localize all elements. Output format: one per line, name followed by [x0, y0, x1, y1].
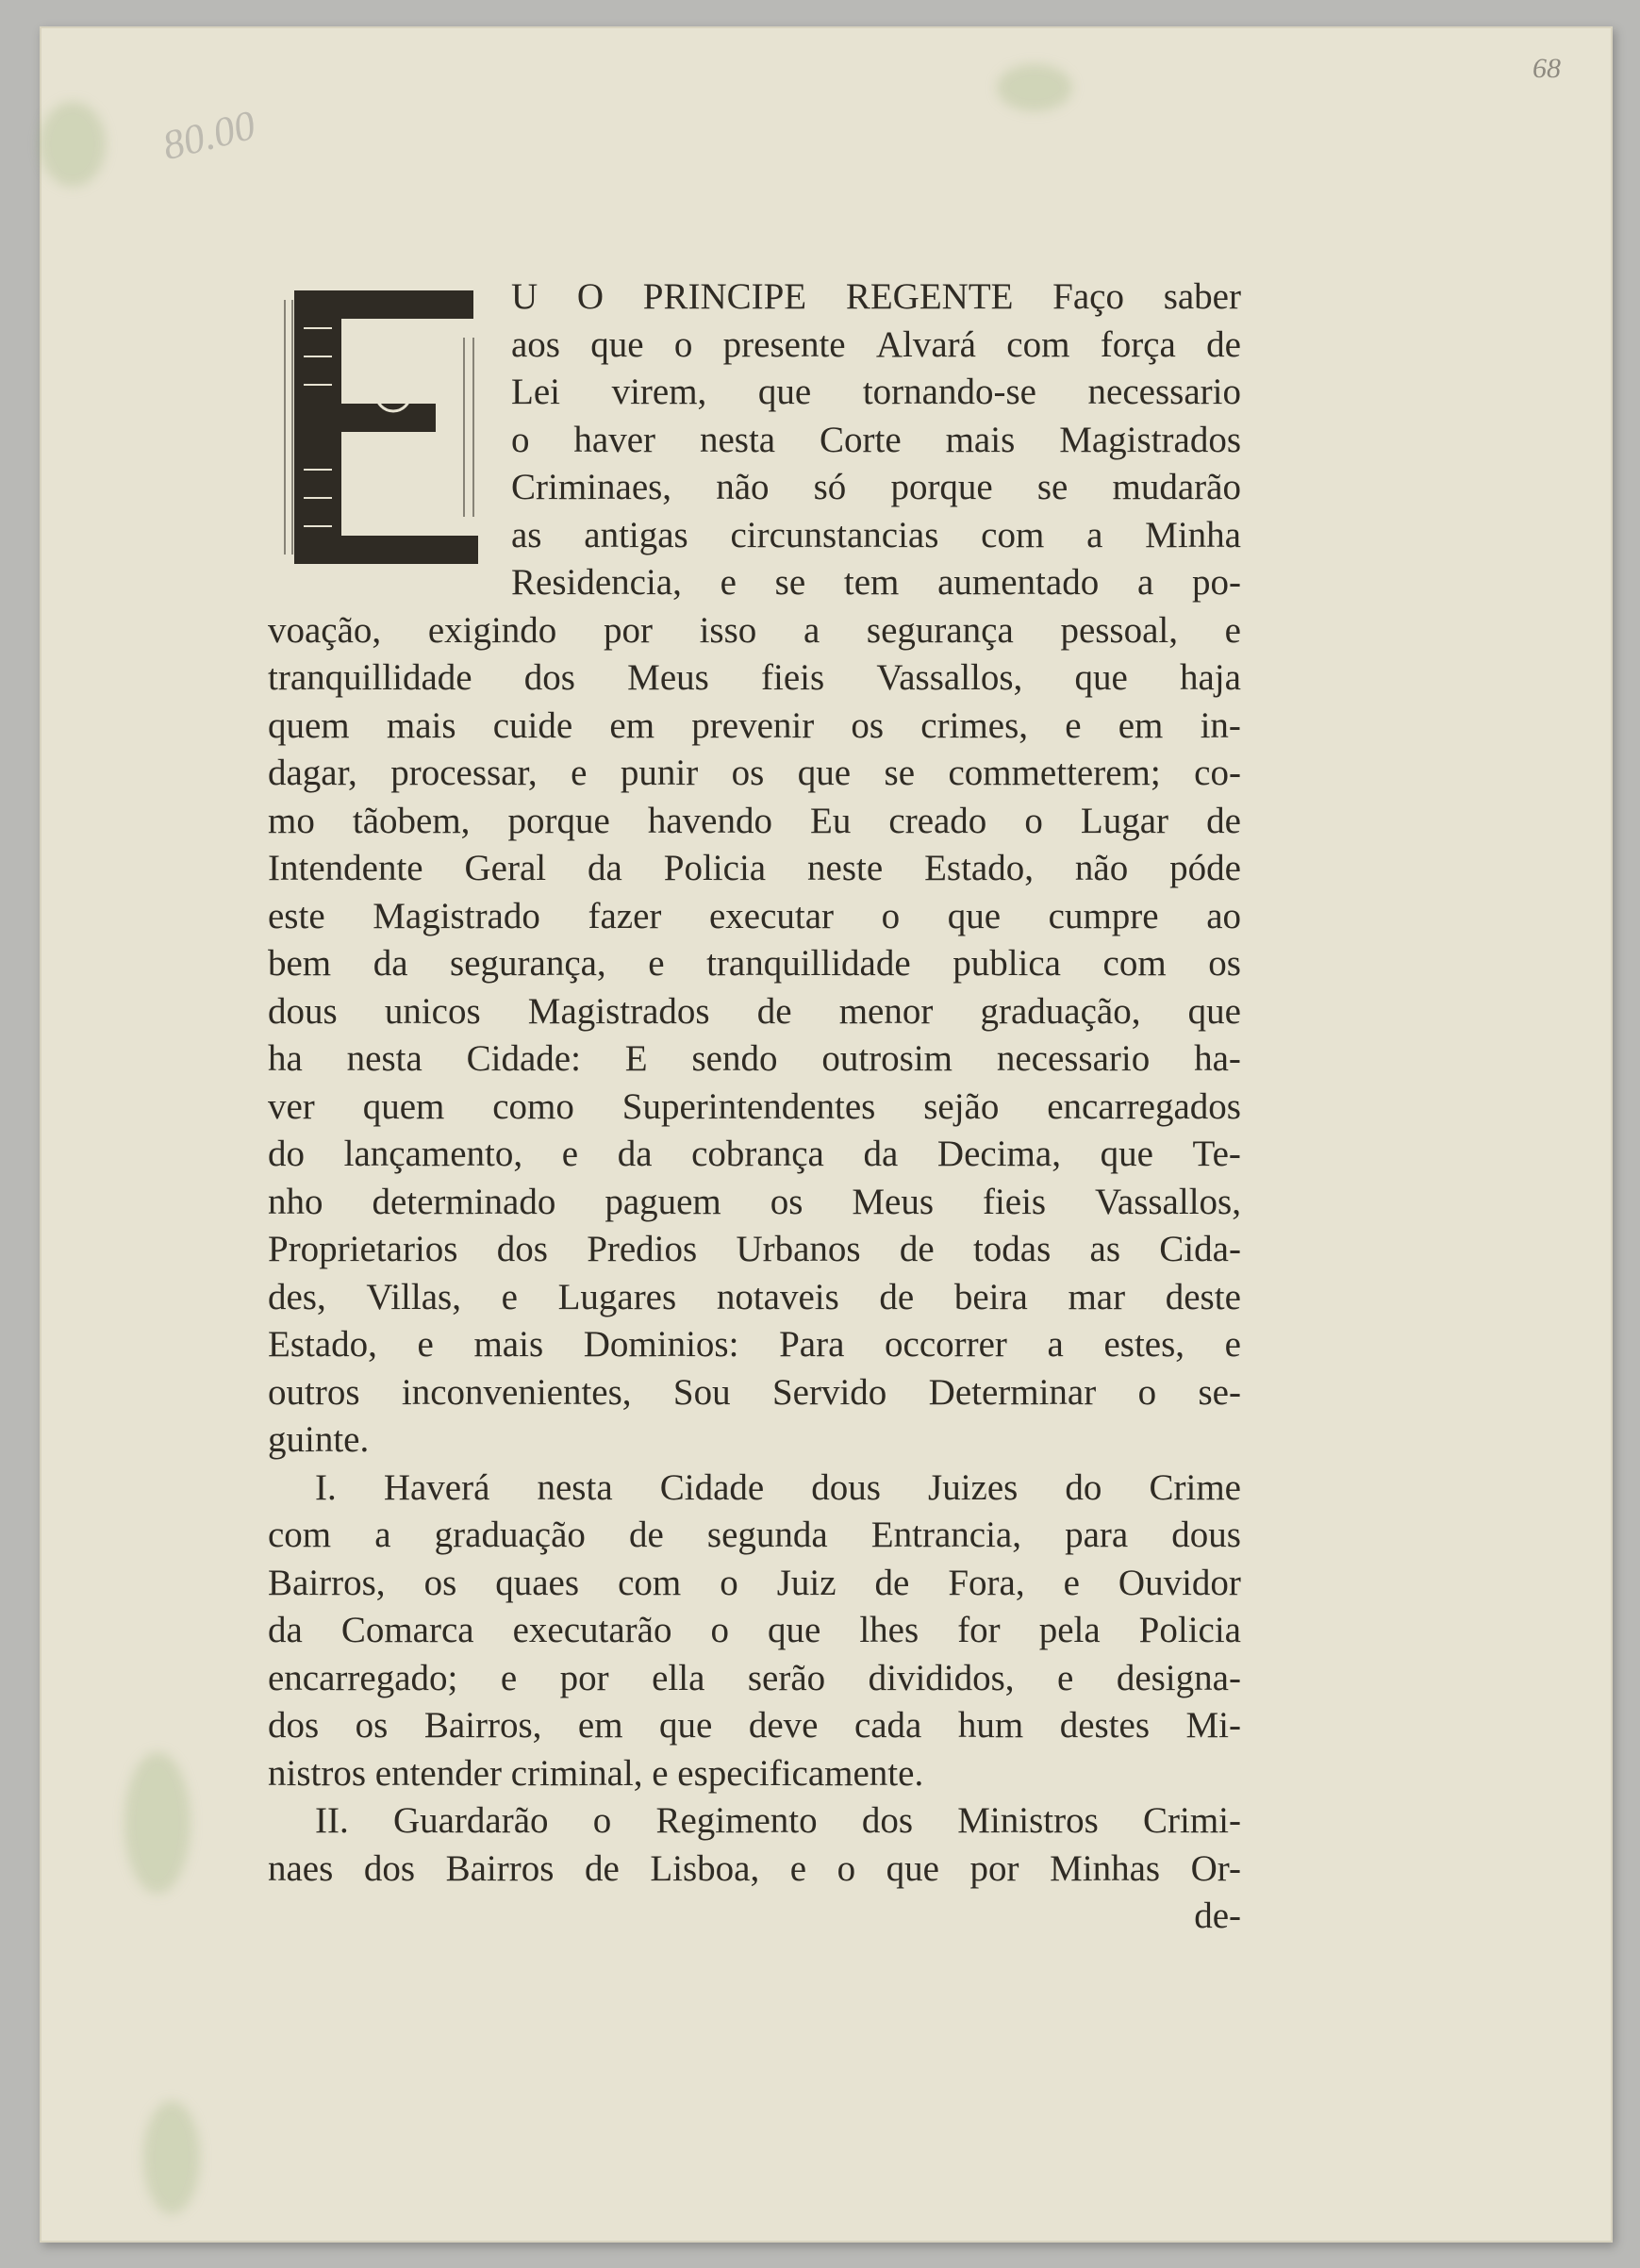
text-line: com a graduação de segunda Entrancia, para dous — [268, 1515, 1241, 1555]
text-line: dos os Bairros, em que deve cada hum destes Mi- — [268, 1705, 1241, 1746]
foxing-stain — [143, 2101, 200, 2214]
text-line: quem mais cuide em prevenir os crimes, e em in- — [268, 704, 1241, 746]
text-line: da Comarca executarão o que lhes for pela Policia — [268, 1610, 1241, 1650]
text-line: bem da segurança, e tranquillidade publica com os — [268, 943, 1241, 984]
text-line: este Magistrado fazer executar o que cumpre ao — [268, 895, 1241, 936]
text-line: U O PRINCIPE REGENTE Faço saber — [511, 276, 1241, 317]
text-line: o haver nesta Corte mais Magistrados — [511, 419, 1241, 460]
text-line: voação, exigindo por isso a segurança pessoal, e — [268, 609, 1241, 651]
text-line: naes dos Bairros de Lisboa, e o que por Minhas Or- — [268, 1847, 1241, 1889]
text-line: nistros entender criminal, e especificamente. — [268, 1752, 924, 1794]
text-line: encarregado; e por ella serão divididos, e designa- — [268, 1657, 1241, 1698]
text-line: dous unicos Magistrados de menor graduação, que — [268, 990, 1241, 1032]
text-line: ha nesta Cidade: E sendo outrosim necessario ha- — [268, 1038, 1241, 1079]
alvara-text — [268, 273, 1241, 1941]
pencil-price-note: 80.00 — [157, 101, 260, 170]
text-line: des, Villas, e Lugares notaveis de beira mar deste — [268, 1276, 1241, 1317]
text-line: Lei virem, que tornando-se necessario — [511, 372, 1241, 412]
text-line: Bairros, os quaes com o Juiz de Fora, e Ouvidor — [268, 1562, 1241, 1603]
text-line: Estado, e mais Dominios: Para occorrer a estes, e — [268, 1324, 1241, 1365]
foxing-stain — [124, 1752, 191, 1894]
text-line: Residencia, e se tem aumentado a po- — [511, 562, 1241, 603]
foxing-stain — [997, 64, 1072, 111]
text-line: Intendente Geral da Policia neste Estado, não póde — [268, 848, 1241, 888]
folio-number: 68 — [1532, 53, 1561, 84]
text-line: mo tãobem, porque havendo Eu creado o Lugar de — [268, 800, 1241, 841]
text-line: dagar, processar, e punir os que se commetterem; co- — [268, 753, 1241, 793]
text-line: nho determinado paguem os Meus fieis Vassallos, — [268, 1181, 1241, 1222]
text-line: I. Haverá nesta Cidade dous Juizes do Crime — [315, 1466, 1241, 1508]
text-line: guinte. — [268, 1419, 370, 1460]
text-line: as antigas circunstancias com a Minha — [511, 514, 1241, 555]
text-line: tranquillidade dos Meus fieis Vassallos, que haja — [268, 657, 1241, 698]
text-line: outros inconvenientes, Sou Servido Determinar o se- — [268, 1371, 1241, 1413]
text-line: Proprietarios dos Predios Urbanos de todas as Cida- — [268, 1229, 1241, 1269]
text-line: do lançamento, e da cobrança da Decima, que Te- — [268, 1134, 1241, 1174]
text-line: II. Guardarão o Regimento dos Ministros Crimi- — [315, 1800, 1241, 1841]
text-line: aos que o presente Alvará com força de — [511, 323, 1241, 365]
text-line: ver quem como Superintendentes sejão encarregados — [268, 1085, 1241, 1127]
text-line: de- — [1194, 1896, 1241, 1936]
text-line: Criminaes, não só porque se mudarão — [511, 467, 1241, 507]
foxing-stain — [40, 102, 106, 187]
